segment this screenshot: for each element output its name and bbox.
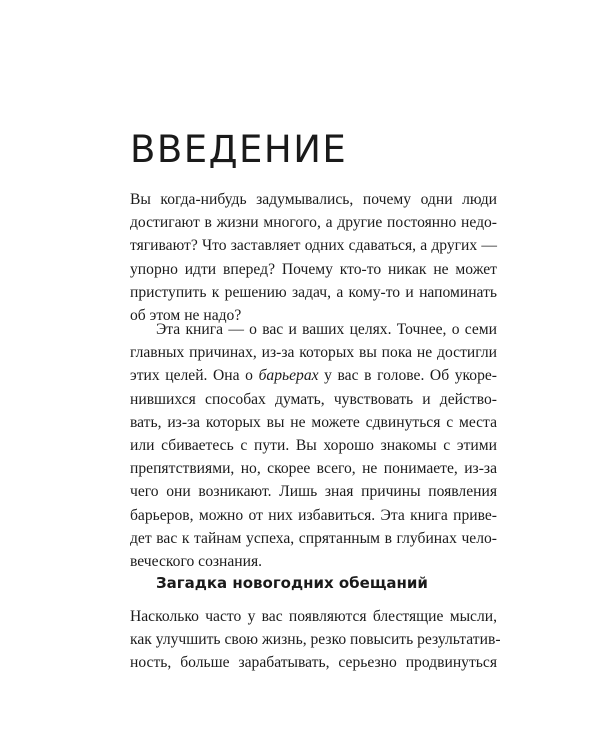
- text-line: упорно идти вперед? Почему кто-то никак не может: [130, 260, 497, 278]
- text-line: Эта книга — о вас и ваших целях. Точнее, о семи: [156, 321, 497, 338]
- text-line: приступить к решению задач, а кому-то и напоминать: [130, 283, 497, 301]
- text-line: вать, из-за которых вы не можете сдвинуться с места: [130, 413, 497, 431]
- emphasized-word: барьерах: [258, 367, 319, 385]
- text-line: барьеров, можно от них избавиться. Эта книга приве-: [130, 506, 497, 524]
- second-paragraph: [130, 318, 497, 573]
- text-line: как улучшить свою жизнь, резко повысить результатив-: [130, 631, 501, 649]
- text-line: об этом не надо?: [130, 307, 242, 325]
- text-line: тягивают? Что заставляет одних сдаваться, а других —: [130, 237, 497, 255]
- text-line: дет вас к тайнам успеха, спрятанным в глубинах чело-: [130, 529, 497, 547]
- text-line-with-emphasis: [130, 364, 497, 387]
- text-line: веческого сознания.: [130, 553, 263, 571]
- section-heading: Загадка новогодних обещаний: [156, 574, 428, 592]
- text-line: препятствиями, но, скорее всего, не понимаете, из-за: [130, 460, 497, 478]
- text-fragment: у вас в голове. Об укоре-: [318, 367, 498, 385]
- text-line: ность, больше зарабатывать, серьезно продвинуться: [130, 654, 497, 672]
- chapter-title: ВВЕДЕНИЕ: [130, 128, 348, 171]
- section-paragraph: [130, 605, 501, 675]
- text-line: достигают в жизни многого, а другие постоянно недо-: [130, 214, 497, 232]
- text-line: Насколько часто у вас появляются блестящие мысли,: [130, 608, 497, 625]
- text-line: или сбиваетесь с пути. Вы хорошо знакомы с этими: [130, 437, 497, 455]
- text-fragment: этих целей. Она о: [130, 367, 259, 385]
- intro-paragraph: [130, 188, 497, 327]
- text-line: Вы когда-нибудь задумывались, почему одни люди: [130, 191, 497, 208]
- text-line: нившихся способах думать, чувствовать и действо-: [130, 390, 497, 408]
- text-line: чего они возникают. Лишь зная причины появления: [130, 483, 497, 501]
- text-line: главных причинах, из-за которых вы пока не достигли: [130, 344, 497, 362]
